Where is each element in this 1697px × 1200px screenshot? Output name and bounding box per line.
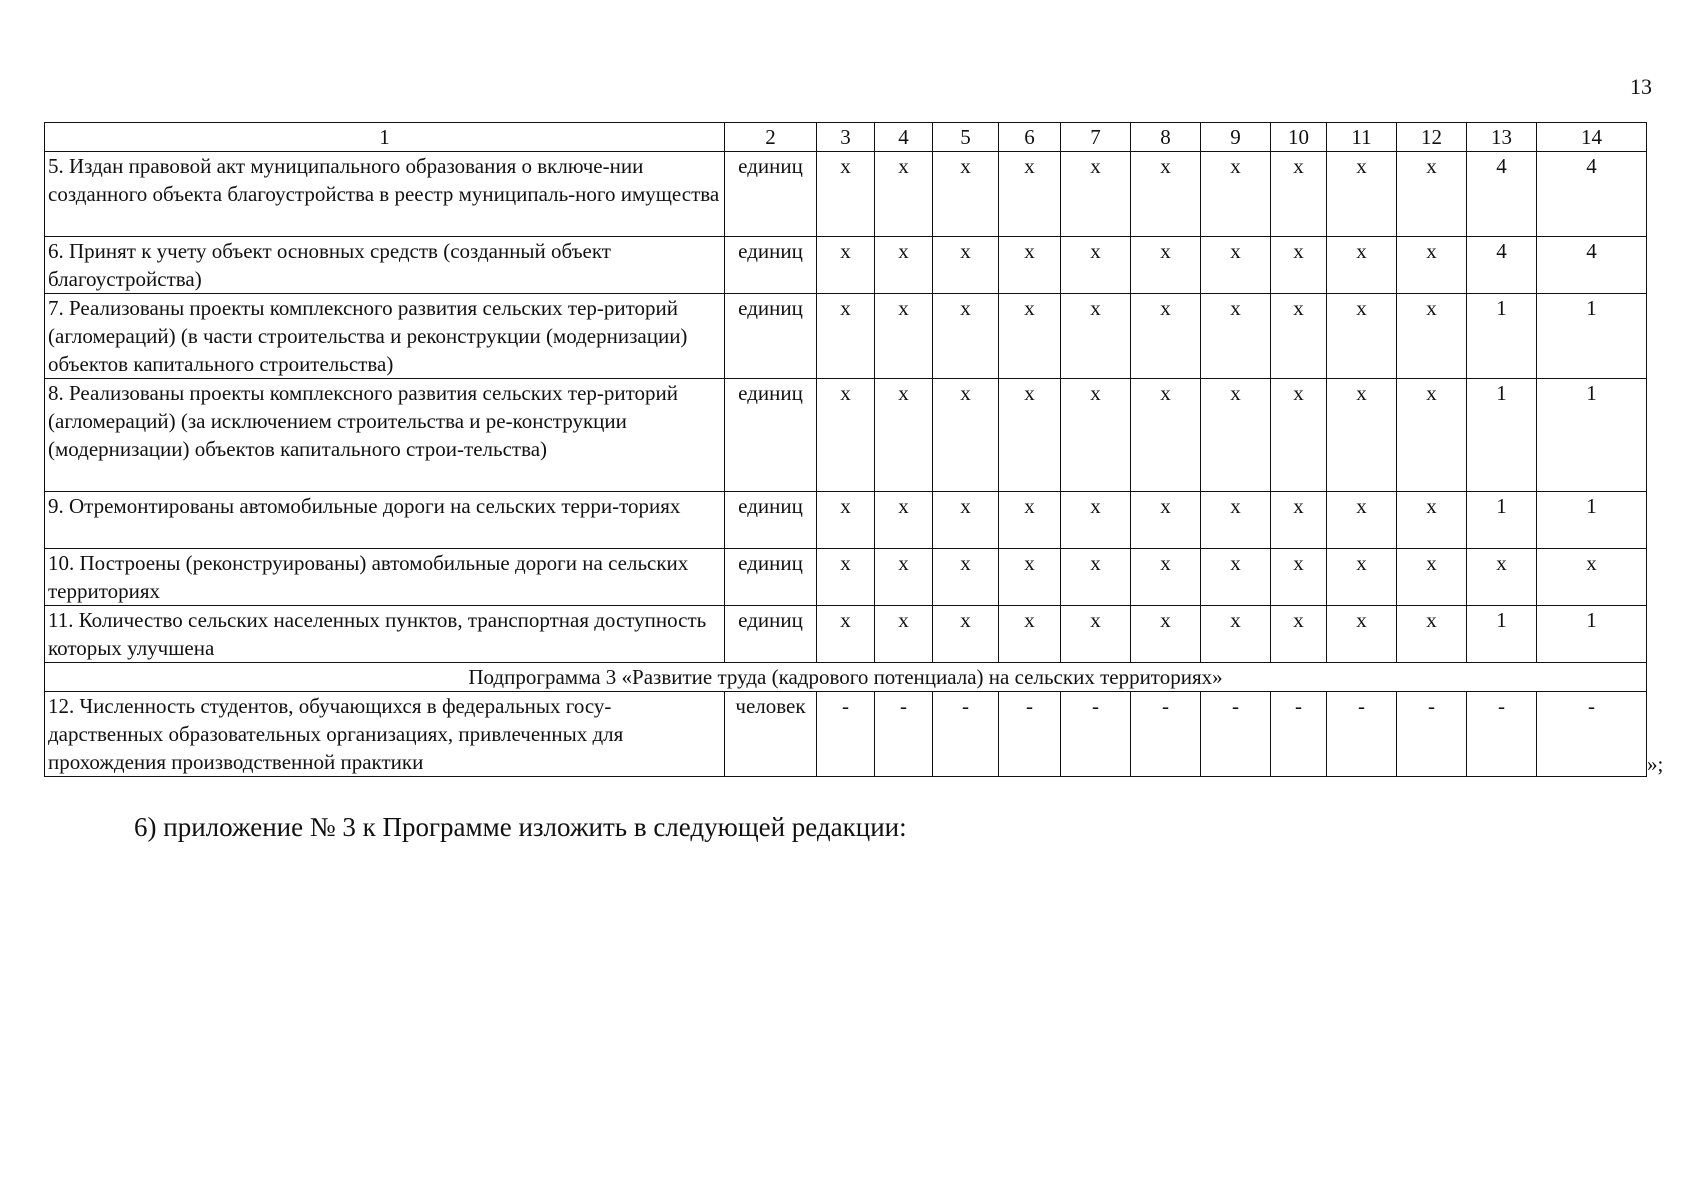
value-cell: х xyxy=(1397,237,1467,294)
value-cell: х xyxy=(1327,294,1397,379)
value-cell: х xyxy=(1061,379,1131,492)
value-cell: х xyxy=(933,237,999,294)
closing-quote-mark: »; xyxy=(1647,752,1664,776)
value-cell: 4 xyxy=(1537,152,1647,237)
indicator-table xyxy=(44,122,1647,777)
unit-cell: единиц xyxy=(725,492,817,549)
value-cell: х xyxy=(1131,379,1201,492)
value-cell: х xyxy=(1061,237,1131,294)
column-header: 9 xyxy=(1201,123,1271,152)
value-cell: х xyxy=(1131,237,1201,294)
value-cell: х xyxy=(933,379,999,492)
value-cell: х xyxy=(1061,152,1131,237)
value-cell: х xyxy=(999,237,1061,294)
value-cell: х xyxy=(875,237,933,294)
page-number: 13 xyxy=(1630,74,1652,99)
value-cell: х xyxy=(1201,379,1271,492)
value-cell: х xyxy=(817,379,875,492)
value-cell: х xyxy=(1201,606,1271,663)
value-cell: х xyxy=(1537,549,1647,606)
value-cell: х xyxy=(1327,152,1397,237)
table-row xyxy=(45,294,1647,379)
value-cell: х xyxy=(1397,152,1467,237)
unit-cell: единиц xyxy=(725,549,817,606)
value-cell: 4 xyxy=(1467,152,1537,237)
value-cell: - xyxy=(1397,692,1467,777)
value-cell: х xyxy=(1327,379,1397,492)
followup-paragraph: 6) приложение № 3 к Программе изложить в следующей редакции: xyxy=(134,812,907,842)
column-header: 7 xyxy=(1061,123,1131,152)
unit-cell: человек xyxy=(725,692,817,777)
unit-cell: единиц xyxy=(725,606,817,663)
unit-cell: единиц xyxy=(725,379,817,492)
column-header: 4 xyxy=(875,123,933,152)
column-header: 12 xyxy=(1397,123,1467,152)
value-cell: х xyxy=(1061,492,1131,549)
value-cell: 1 xyxy=(1537,492,1647,549)
value-cell: х xyxy=(1397,379,1467,492)
value-cell: 1 xyxy=(1537,606,1647,663)
value-cell: х xyxy=(1327,237,1397,294)
table-row xyxy=(45,692,1647,777)
value-cell: х xyxy=(999,606,1061,663)
value-cell: х xyxy=(1271,237,1327,294)
value-cell: х xyxy=(933,549,999,606)
unit-cell: единиц xyxy=(725,237,817,294)
value-cell: - xyxy=(1537,692,1647,777)
column-header: 14 xyxy=(1537,123,1647,152)
value-cell: 1 xyxy=(1467,606,1537,663)
table-row xyxy=(45,379,1647,492)
unit-cell: единиц xyxy=(725,294,817,379)
value-cell: х xyxy=(875,294,933,379)
value-cell: х xyxy=(1131,492,1201,549)
value-cell: х xyxy=(1131,549,1201,606)
value-cell: 1 xyxy=(1467,492,1537,549)
indicator-name: 5. Издан правовой акт муниципального образования о включе-нии созданного объекта благоустройства в реестр муниципаль-ного имущества xyxy=(45,152,725,237)
value-cell: х xyxy=(1467,549,1537,606)
value-cell: х xyxy=(1201,549,1271,606)
column-header: 10 xyxy=(1271,123,1327,152)
value-cell: х xyxy=(817,152,875,237)
value-cell: х xyxy=(1201,294,1271,379)
value-cell: х xyxy=(817,549,875,606)
section-row xyxy=(45,663,1647,692)
value-cell: 4 xyxy=(1467,237,1537,294)
value-cell: х xyxy=(999,294,1061,379)
value-cell: х xyxy=(1397,606,1467,663)
column-header: 6 xyxy=(999,123,1061,152)
value-cell: - xyxy=(1467,692,1537,777)
value-cell: х xyxy=(999,549,1061,606)
unit-cell: единиц xyxy=(725,152,817,237)
table-row xyxy=(45,237,1647,294)
value-cell: х xyxy=(1327,606,1397,663)
value-cell: 4 xyxy=(1537,237,1647,294)
value-cell: х xyxy=(933,294,999,379)
value-cell: х xyxy=(1397,294,1467,379)
value-cell: х xyxy=(1271,606,1327,663)
column-header: 5 xyxy=(933,123,999,152)
value-cell: х xyxy=(1061,549,1131,606)
column-header: 1 xyxy=(45,123,725,152)
value-cell: х xyxy=(1201,492,1271,549)
value-cell: х xyxy=(1131,152,1201,237)
value-cell: х xyxy=(875,379,933,492)
table-row xyxy=(45,549,1647,606)
value-cell: х xyxy=(1201,152,1271,237)
value-cell: х xyxy=(1397,549,1467,606)
value-cell: х xyxy=(1327,492,1397,549)
value-cell: х xyxy=(875,606,933,663)
value-cell: - xyxy=(1201,692,1271,777)
value-cell: х xyxy=(817,294,875,379)
indicator-name: 7. Реализованы проекты комплексного развития сельских тер-риторий (агломераций) (в части строительства и реконструкции (модернизации) объектов капитального строительства) xyxy=(45,294,725,379)
value-cell: х xyxy=(817,492,875,549)
value-cell: х xyxy=(933,606,999,663)
indicator-name: 6. Принят к учету объект основных средств (созданный объект благоустройства) xyxy=(45,237,725,294)
indicator-name: 12. Численность студентов, обучающихся в федеральных госу-дарственных образовательных организациях, привлеченных для прохождения производственной практики xyxy=(45,692,725,777)
value-cell: х xyxy=(1271,294,1327,379)
table-row xyxy=(45,606,1647,663)
value-cell: х xyxy=(999,492,1061,549)
value-cell: - xyxy=(817,692,875,777)
value-cell: х xyxy=(1061,606,1131,663)
indicator-name: 9. Отремонтированы автомобильные дороги на сельских терри-ториях xyxy=(45,492,725,549)
value-cell: х xyxy=(1131,294,1201,379)
value-cell: - xyxy=(875,692,933,777)
value-cell: х xyxy=(817,606,875,663)
value-cell: х xyxy=(875,152,933,237)
value-cell: х xyxy=(1271,492,1327,549)
value-cell: - xyxy=(1327,692,1397,777)
indicator-name: 10. Построены (реконструированы) автомобильные дороги на сельских территориях xyxy=(45,549,725,606)
value-cell: х xyxy=(1131,606,1201,663)
column-header: 11 xyxy=(1327,123,1397,152)
column-header: 2 xyxy=(725,123,817,152)
value-cell: х xyxy=(1271,152,1327,237)
value-cell: 1 xyxy=(1467,294,1537,379)
value-cell: - xyxy=(1131,692,1201,777)
indicator-name: 8. Реализованы проекты комплексного развития сельских тер-риторий (агломераций) (за исключением строительства и ре-конструкции (модернизации) объектов капитального строи-тельства) xyxy=(45,379,725,492)
value-cell: 1 xyxy=(1537,379,1647,492)
value-cell: х xyxy=(817,237,875,294)
value-cell: 1 xyxy=(1537,294,1647,379)
value-cell: х xyxy=(1201,237,1271,294)
value-cell: х xyxy=(875,492,933,549)
value-cell: 1 xyxy=(1467,379,1537,492)
subprogram-title: Подпрограмма 3 «Развитие труда (кадрового потенциала) на сельских территориях» xyxy=(45,663,1647,692)
value-cell: х xyxy=(999,152,1061,237)
value-cell: х xyxy=(1327,549,1397,606)
column-header: 8 xyxy=(1131,123,1201,152)
value-cell: х xyxy=(1271,549,1327,606)
value-cell: х xyxy=(1397,492,1467,549)
table-row xyxy=(45,492,1647,549)
column-header: 13 xyxy=(1467,123,1537,152)
column-header: 3 xyxy=(817,123,875,152)
value-cell: х xyxy=(999,379,1061,492)
value-cell: - xyxy=(933,692,999,777)
table-header-row xyxy=(45,123,1647,152)
value-cell: - xyxy=(1271,692,1327,777)
value-cell: - xyxy=(999,692,1061,777)
value-cell: - xyxy=(1061,692,1131,777)
value-cell: х xyxy=(875,549,933,606)
value-cell: х xyxy=(1271,379,1327,492)
value-cell: х xyxy=(1061,294,1131,379)
indicator-name: 11. Количество сельских населенных пунктов, транспортная доступность которых улучшена xyxy=(45,606,725,663)
value-cell: х xyxy=(933,492,999,549)
value-cell: х xyxy=(933,152,999,237)
table-row xyxy=(45,152,1647,237)
